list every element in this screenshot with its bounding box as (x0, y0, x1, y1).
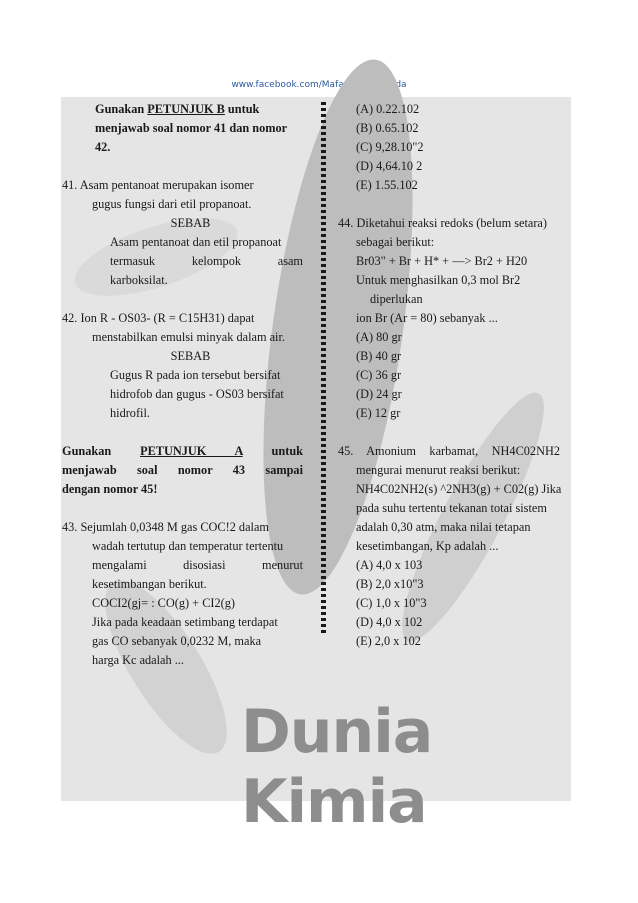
right-column (338, 100, 560, 651)
q41-line2: gugus fungsi dari etil propanoat. (92, 197, 252, 211)
instruction-b-line1 (95, 100, 303, 119)
q45-line1: 45. Amonium karbamat, NH4C02NH2 (338, 444, 560, 458)
column-divider (321, 102, 326, 634)
q43-option-a: (A) 0.22.102 (356, 102, 420, 116)
q41-line4: Asam pentanoat dan etil propanoat (110, 235, 282, 249)
q44-option-c: (C) 36 gr (356, 368, 402, 382)
q41-line5: termasuk kelompok asam (110, 254, 303, 268)
q45-line2: mengurai menurut reaksi berikut: (356, 463, 521, 477)
question-45 (338, 442, 560, 651)
q45-option-a: (A) 4,0 x 103 (356, 558, 423, 572)
q43-line4: kesetimbangan berikut. (92, 577, 207, 591)
q42-line4: Gugus R pada ion tersebut bersifat (110, 368, 281, 382)
watermark-text: Dunia Kimia (241, 697, 433, 837)
q41-line1: 41. Asam pentanoat merupakan isomer (62, 178, 254, 192)
instruction-text: untuk (242, 444, 303, 458)
q45-line6: kesetimbangan, Kp adalah ... (356, 539, 499, 553)
q44-option-e: (E) 12 gr (356, 406, 401, 420)
q43-line3: mengalami disosiasi menurut (92, 558, 303, 572)
instruction-text: untuk (224, 102, 260, 116)
q43-line8: harga Kc adalah ... (92, 653, 184, 667)
q43-line6: Jika pada keadaan setimbang terdapat (92, 615, 278, 629)
q45-line3: NH4C02NH2(s) ^2NH3(g) + C02(g) Jika (356, 482, 562, 496)
q45-option-b: (B) 2,0 x10"3 (356, 577, 424, 591)
q45-option-d: (D) 4,0 x 102 (356, 615, 423, 629)
q45-line5: adalah 0,30 atm, maka nilai tetapan (356, 520, 531, 534)
instruction-a-line2: menjawab soal nomor 43 sampai (62, 463, 303, 477)
instruction-b-line3: 42. (95, 140, 111, 154)
q44-line1: 44. Diketahui reaksi redoks (belum setara) (338, 216, 547, 230)
q43-option-e: (E) 1.55.102 (356, 178, 418, 192)
q43-line2: wadah tertutup dan temperatur tertentu (92, 539, 284, 553)
instruction-keyword: PETUNJUK A (140, 444, 243, 458)
q43-option-b: (B) 0.65.102 (356, 121, 419, 135)
q44-option-a: (A) 80 gr (356, 330, 402, 344)
q42-line6: hidrofil. (110, 406, 150, 420)
q44-option-b: (B) 40 gr (356, 349, 402, 363)
instruction-b (78, 100, 303, 157)
q41-line6: karboksilat. (110, 273, 168, 287)
instruction-b-line2: menjawab soal nomor 41 dan nomor (95, 121, 288, 135)
question-42 (62, 309, 303, 423)
q42-line2: menstabilkan emulsi minyak dalam air. (92, 330, 285, 344)
q41-sebab: SEBAB (170, 216, 211, 230)
q44-line5: diperlukan (370, 292, 423, 306)
q43-line1: 43. Sejumlah 0,0348 M gas COC!2 dalam (62, 520, 269, 534)
instruction-a (62, 442, 303, 499)
instruction-a-line3: dengan nomor 45! (62, 482, 158, 496)
instruction-text: Gunakan (62, 444, 141, 458)
q43-option-c: (C) 9,28.10"2 (356, 140, 424, 154)
instruction-text: Gunakan (95, 102, 148, 116)
q45-line4: pada suhu tertentu tekanan totai sistem (356, 501, 547, 515)
q44-line4: Untuk menghasilkan 0,3 mol Br2 (356, 273, 521, 287)
q42-line5: hidrofob dan gugus - OS03 bersifat (110, 387, 284, 401)
q44-line6: ion Br (Ar = 80) sebanyak ... (356, 311, 498, 325)
q44-option-d: (D) 24 gr (356, 387, 402, 401)
question-43 (62, 518, 303, 670)
question-44 (338, 214, 560, 423)
q42-line1: 42. Ion R - OS03- (R = C15H31) dapat (62, 311, 255, 325)
q45-option-e: (E) 2,0 x 102 (356, 634, 421, 648)
q45-option-c: (C) 1,0 x 10"3 (356, 596, 427, 610)
question-41 (62, 176, 303, 290)
q43-options (338, 100, 560, 195)
instruction-a-line1 (62, 442, 303, 461)
q43-line5: COCI2(gj= : CO(g) + CI2(g) (92, 596, 235, 610)
left-column (62, 100, 303, 670)
q44-line2: sebagai berikut: (356, 235, 435, 249)
header-link[interactable]: www.facebook.com/Mafaza.SolusiAnda (231, 80, 407, 90)
q44-line3: Br03" + Br + H* + —> Br2 + H20 (356, 254, 528, 268)
q43-option-d: (D) 4,64.10 2 (356, 159, 423, 173)
q42-sebab: SEBAB (170, 349, 211, 363)
q43-line7: gas CO sebanyak 0,0232 M, maka (92, 634, 262, 648)
instruction-keyword: PETUNJUK B (147, 102, 225, 116)
